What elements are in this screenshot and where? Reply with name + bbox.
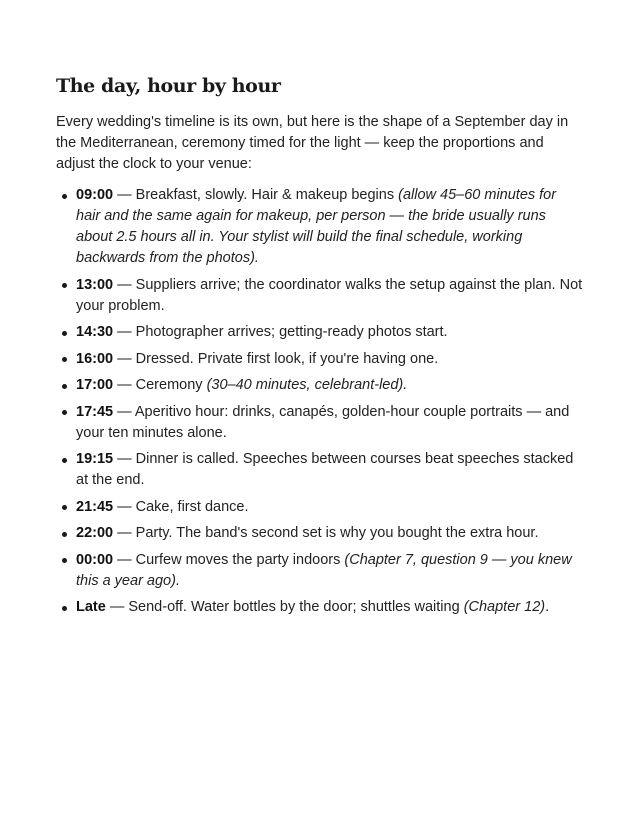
timeline-item <box>76 375 584 396</box>
timeline-item <box>76 185 584 269</box>
timeline-time: Late <box>76 599 106 615</box>
timeline-time: 16:00 <box>76 350 114 367</box>
timeline-time: 17:45 <box>76 403 114 420</box>
timeline-time: 09:00 <box>76 187 114 203</box>
timeline-time: 19:15 <box>76 451 114 467</box>
timeline-text: — Party. The band's second set is why you bought the extra hour. <box>113 525 539 541</box>
timeline-item <box>76 275 584 317</box>
timeline-note: (Chapter 7, question 9 — you knew this a year ago). <box>76 551 572 589</box>
timeline-note: (30–40 minutes, celebrant-led). <box>206 377 408 393</box>
timeline-tail: . <box>545 599 550 615</box>
timeline-text: — Suppliers arrive; the coordinator walks the setup against the plan. Not your problem. <box>76 276 583 314</box>
timeline-time: 17:00 <box>76 377 114 393</box>
timeline-text: — Send-off. Water bottles by the door; shuttles waiting <box>105 599 464 615</box>
timeline-item <box>76 550 584 592</box>
timeline-text: — Curfew moves the party indoors <box>113 551 345 568</box>
timeline-list <box>56 185 584 618</box>
timeline-time: 14:30 <box>76 324 114 340</box>
timeline-text: — Photographer arrives; getting-ready photos start. <box>113 324 448 340</box>
timeline-text: — Breakfast, slowly. Hair & makeup begins <box>113 187 399 203</box>
timeline-item <box>76 597 584 618</box>
timeline-note: (Chapter 12) <box>463 599 546 615</box>
timeline-item <box>76 322 584 343</box>
intro-paragraph: Every wedding's timeline is its own, but here is the shape of a September day in the Mediterranean, ceremony timed for the light — keep the proportions and adjust the clock to your venue: <box>56 114 569 172</box>
timeline-item <box>76 523 584 544</box>
timeline-time: 22:00 <box>76 525 114 541</box>
timeline-text: — Dressed. Private first look, if you're having one. <box>113 350 439 367</box>
timeline-text: — Cake, first dance. <box>113 498 249 515</box>
timeline-item <box>76 349 584 370</box>
timeline-item <box>76 402 584 444</box>
timeline-time: 00:00 <box>76 551 114 568</box>
timeline-time: 13:00 <box>76 276 114 293</box>
section-heading: The day, hour by hour <box>56 75 281 97</box>
timeline-time: 21:45 <box>76 498 114 515</box>
timeline-text: — Dinner is called. Speeches between courses beat speeches stacked at the end. <box>76 451 574 488</box>
timeline-item <box>76 449 584 491</box>
timeline-note: (allow 45–60 minutes for hair and the same again for makeup, per person — the bride usually runs about 2.5 hours all in. Your stylist will build the final schedule, working backwards from the photos). <box>76 187 557 266</box>
timeline-text: — Aperitivo hour: drinks, canapés, golden-hour couple portraits — and your ten minutes alone. <box>76 403 570 441</box>
timeline-text: — Ceremony <box>113 377 207 393</box>
timeline-item <box>76 497 584 518</box>
